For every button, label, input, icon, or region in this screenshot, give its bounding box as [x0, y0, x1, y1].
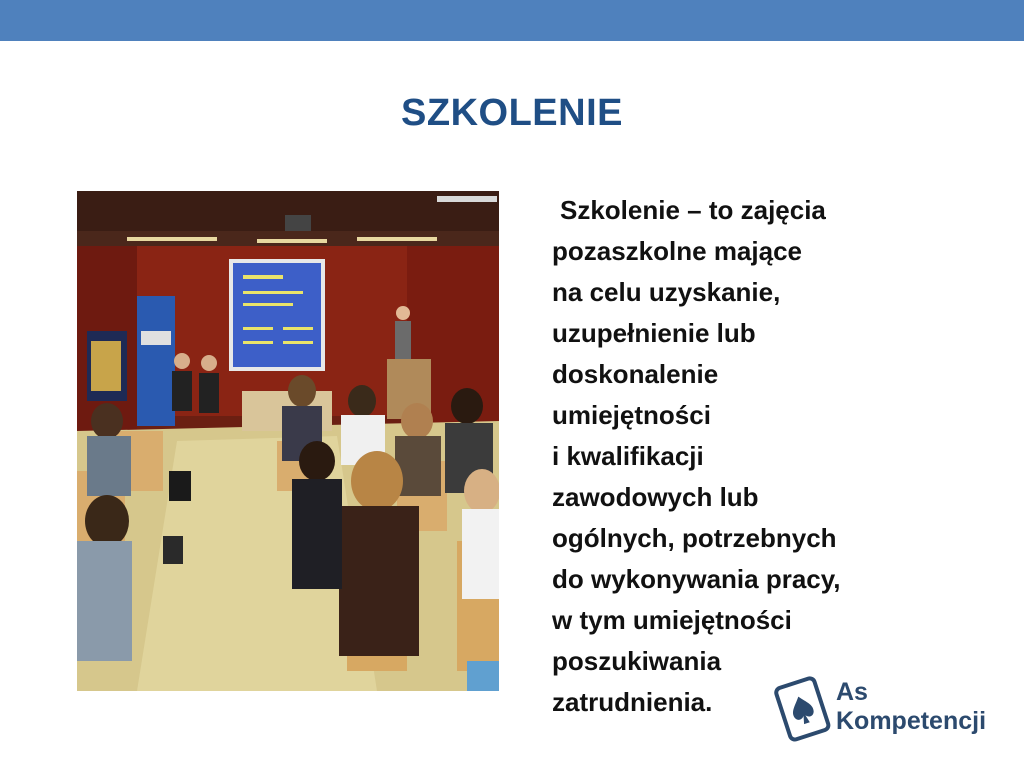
body-line: i kwalifikacji: [552, 441, 704, 471]
body-line: uzupełnienie lub: [552, 318, 756, 348]
body-line: zatrudnienia.: [552, 687, 713, 717]
body-line: na celu uzyskanie,: [552, 277, 781, 307]
body-line: doskonalenie: [552, 359, 719, 389]
as-kompetencji-logo: [770, 670, 1000, 750]
logo-text: [836, 678, 986, 736]
top-accent-bar: [0, 0, 1024, 41]
logo-line-2: Kompetencji: [836, 707, 987, 735]
slide-body-text: [552, 190, 952, 723]
body-line: umiejętności: [552, 400, 711, 430]
body-line: poszukiwania: [552, 646, 722, 676]
spade-card-icon: [770, 672, 834, 742]
body-line: zawodowych lub: [552, 482, 759, 512]
training-room-photo: [77, 191, 499, 691]
body-line: w tym umiejętności: [552, 605, 792, 635]
slide-title: SZKOLENIE: [401, 92, 623, 134]
body-line: ogólnych, potrzebnych: [552, 523, 837, 553]
logo-line-1: As: [836, 678, 868, 706]
body-line: pozaszkolne mające: [552, 236, 802, 266]
body-line: Szkolenie – to zajęcia: [560, 195, 826, 225]
body-line: do wykonywania pracy,: [552, 564, 841, 594]
